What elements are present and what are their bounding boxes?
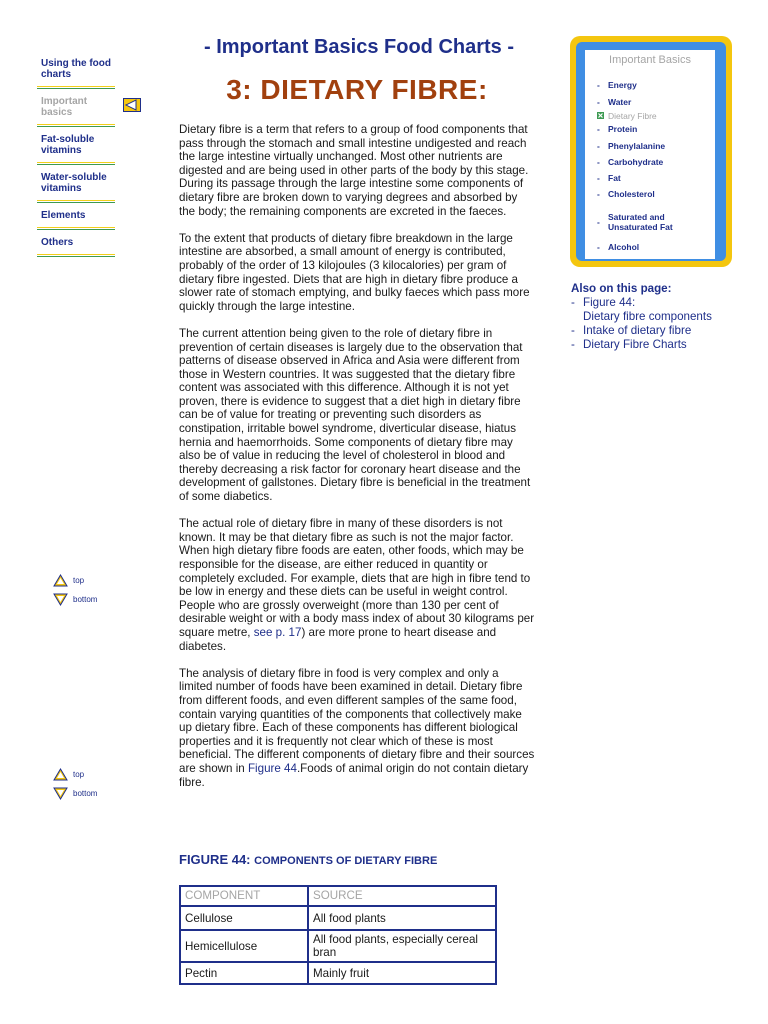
top-link[interactable]: top [53, 765, 113, 784]
basics-link-alcohol[interactable]: - Alcohol [597, 242, 640, 252]
paragraph: The actual role of dietary fibre in many of these disorders is not known. It may be that dietary fibre as such is not the major factor. When high dietary fibre foods are eaten, other foods, which may be responsible for the disease, are either reduced in quantity or completely excluded. For example, diets that are high in fibre tend to be low in energy and these diets can be useful in weight control. People who are grossly overweight (more than 130 per cent of desirable weight or with a body mass index of about 30 kilograms per square metre, see p. 17) are more prone to heart disease and diabetes. [179, 517, 535, 653]
important-basics-box [570, 36, 732, 267]
figure-caption: FIGURE 44: COMPONENTS OF DIETARY FIBRE [179, 852, 438, 867]
table-cell: Cellulose [180, 906, 308, 930]
section-title: 3: DIETARY FIBRE: [226, 74, 488, 105]
paragraph: The current attention being given to the role of dietary fibre in prevention of certain diseases is largely due to the observation that patterns of disease observed in Africa and Asia were different from those in Western countries. It was suggested that the dietary fibre content was associated with this difference. Although it is not yet proven, there is evidence to suggest that a diet high in dietary fibre can be of value for treating or preventing such disorders as constipation, irritable bowel syndrome, diverticular disease, hiatus hernia and haemorrhoids. Some components of dietary fibre may also be of value in reducing the level of cholesterol in blood and thereby decreasing a risk factor for coronary heart disease and the development of gallstones. Dietary fibre is beneficial in the treatment of some diabetics. [179, 326, 531, 504]
basics-link-saturated-fat[interactable]: - Saturated and Unsaturated Fat [597, 212, 673, 232]
paragraph: The analysis of dietary fibre in food is very complex and only a limited number of foods have been examined in detail. Dietary fibre from different foods, and even different samples of the same food, contain varying quantities of the components that collectively make up dietary fibre. Each of these components has different biological properties and it is frequently not clear which of these is most beneficial. The different components of dietary fibre and their sources are shown in Figure 44.Foods of animal origin do not contain dietary fibre. [179, 666, 535, 789]
also-on-this-page [571, 282, 751, 352]
basics-link-phenylalanine[interactable]: - Phenylalanine [597, 141, 666, 151]
nav-item-water-soluble-vitamins[interactable] [37, 172, 115, 194]
basics-link-protein[interactable]: - Protein [597, 124, 638, 134]
nav-divider [37, 86, 115, 89]
basics-current-dietary-fibre: Dietary Fibre [597, 111, 657, 121]
table-cell: Hemicellulose [180, 930, 308, 962]
paragraph: Dietary fibre is a term that refers to a group of food components that pass through the stomach and small intestine undigested and reach the large intestine virtually unchanged. Most other nutrients are digested and are being used in other parts of the body by this stage. During its passage through the large intestine some components of dietary fibre are broken down to varying degrees and absorbed by the body; the remaining components are excreted in the faeces. [179, 123, 529, 218]
basics-link-cholesterol[interactable]: - Cholesterol [597, 189, 655, 199]
nav-label: Important basics [41, 96, 88, 118]
see-p17-link[interactable]: see p. 17 [253, 625, 302, 639]
table-row [180, 962, 496, 984]
also-link-intake[interactable]: - Intake of dietary fibre [571, 324, 692, 337]
nav-divider [37, 200, 115, 203]
close-box-icon [597, 112, 604, 119]
table-cell: Mainly fruit [308, 962, 496, 984]
table-cell: All food plants, especially cereal bran [308, 930, 496, 962]
nav-divider [37, 227, 115, 230]
current-page-arrow-icon [123, 98, 141, 112]
nav-divider [37, 254, 115, 257]
arrow-up-icon[interactable] [53, 768, 68, 781]
left-nav [37, 58, 115, 264]
box-border [576, 42, 726, 261]
nav-item-fat-soluble-vitamins[interactable] [37, 134, 115, 156]
basics-link-carbohydrate[interactable]: - Carbohydrate [597, 157, 664, 167]
page-nav-2 [53, 765, 113, 803]
fibre-components-table [179, 885, 497, 985]
paragraph: To the extent that products of dietary fibre breakdown in the large intestine are absorbed, a small amount of energy is contributed, probably of the order of 13 kilojoules (3 kilocalories) per gram of dietary fibre ingested. Diets that are high in dietary fibre produce a slower rate of stomach emptying, and bulky faeces which pass more quickly through the large intestine. [179, 231, 530, 313]
table-cell: Pectin [180, 962, 308, 984]
nav-divider [37, 162, 115, 165]
table-row [180, 906, 496, 930]
bottom-link[interactable]: bottom [53, 784, 113, 803]
table-cell: All food plants [308, 906, 496, 930]
column-header: SOURCE [308, 886, 496, 906]
nav-divider [37, 124, 115, 127]
nav-label[interactable]: Elements [41, 210, 86, 221]
also-link-figure-44[interactable]: - Figure 44: Dietary fibre components [571, 296, 712, 323]
basics-link-fat[interactable]: - Fat [597, 173, 621, 183]
column-header: COMPONENT [180, 886, 308, 906]
basics-link-water[interactable]: - Water [597, 97, 632, 107]
bottom-link[interactable]: bottom [53, 590, 113, 609]
nav-label[interactable]: Using the food charts [41, 58, 111, 80]
nav-item-elements[interactable] [37, 210, 115, 221]
figure-44-link[interactable]: Figure 44 [247, 761, 297, 775]
also-list [571, 296, 751, 352]
nav-label[interactable]: Others [41, 237, 74, 248]
nav-label[interactable]: Water-soluble vitamins [41, 172, 107, 194]
also-link-charts[interactable]: - Dietary Fibre Charts [571, 338, 687, 351]
arrow-down-icon[interactable] [53, 787, 68, 800]
nav-item-others[interactable] [37, 237, 115, 248]
also-heading: Also on this page: [571, 282, 672, 295]
nav-item-using-food-charts[interactable] [37, 58, 115, 80]
table-row [180, 930, 496, 962]
top-link[interactable]: top [53, 571, 113, 590]
page-heading: - Important Basics Food Charts - [203, 36, 515, 58]
basics-link-energy[interactable]: - Energy [597, 80, 637, 90]
arrow-down-icon[interactable] [53, 593, 68, 606]
box-panel [585, 50, 715, 259]
nav-item-important-basics[interactable] [37, 96, 115, 118]
box-title: Important Basics [609, 54, 691, 66]
nav-label[interactable]: Fat-soluble vitamins [41, 134, 95, 156]
article-body [179, 123, 535, 803]
page-nav-1 [53, 571, 113, 609]
arrow-up-icon[interactable] [53, 574, 68, 587]
table-header-row [180, 886, 496, 906]
